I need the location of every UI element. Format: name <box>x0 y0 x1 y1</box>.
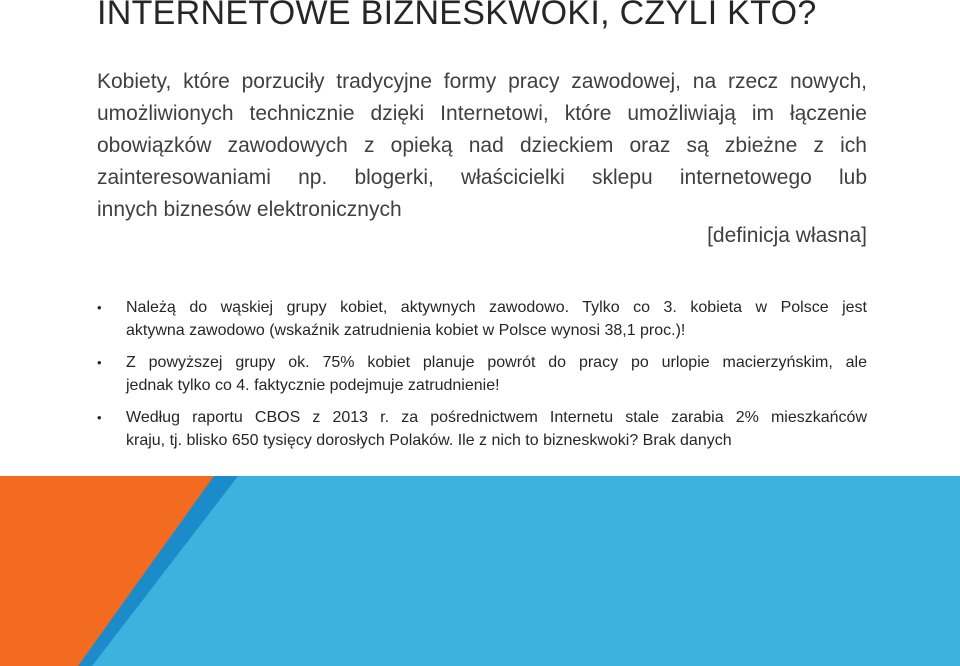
bullet-line: Należą do wąskiej grupy kobiet, aktywnych zawodowo. Tylko co 3. kobieta w Polsce jest <box>126 299 867 316</box>
bullet-icon: • <box>97 300 102 315</box>
bullet-item <box>97 351 867 397</box>
bullet-line: aktywna zawodowo (wskaźnik zatrudnienia kobiet w Polsce wynosi 38,1 proc.)! <box>126 322 686 339</box>
slide-title: INTERNETOWE BIZNESKWOKI, CZYLI KTO? <box>97 0 817 32</box>
bullet-line: jednak tylko co 4. faktycznie podejmuje zatrudnienie! <box>126 377 500 394</box>
bullet-line: kraju, tj. blisko 650 tysięcy dorosłych Polaków. Ile z nich to bizneskwoki? Brak danych <box>126 432 732 449</box>
bullet-line: Z powyższej grupy ok. 75% kobiet planuje powrót do pracy po urlopie macierzyńskim, ale <box>126 354 867 371</box>
decorative-band <box>0 476 960 666</box>
definition-paragraph <box>97 66 867 226</box>
bullet-icon: • <box>97 355 102 370</box>
definition-line: Kobiety, które porzuciły tradycyjne formy pracy zawodowej, na rzecz nowych, <box>97 70 867 93</box>
definition-line: umożliwionych technicznie dzięki Internetowi, które umożliwiają im łączenie <box>97 102 867 125</box>
bullet-icon: • <box>97 410 102 425</box>
bullet-item <box>97 296 867 342</box>
bullet-item <box>97 406 867 452</box>
bullet-list <box>97 296 867 461</box>
bullet-line: Według raportu CBOS z 2013 r. za pośrednictwem Internetu stale zarabia 2% mieszkańców <box>126 409 867 426</box>
definition-source: [definicja własna] <box>707 224 867 247</box>
definition-line: innych biznesów elektronicznych <box>97 198 402 221</box>
definition-line: obowiązków zawodowych z opieką nad dzieckiem oraz są zbieżne z ich <box>97 134 867 157</box>
definition-line: zainteresowaniami np. blogerki, właścicielki sklepu internetowego lub <box>97 166 867 189</box>
